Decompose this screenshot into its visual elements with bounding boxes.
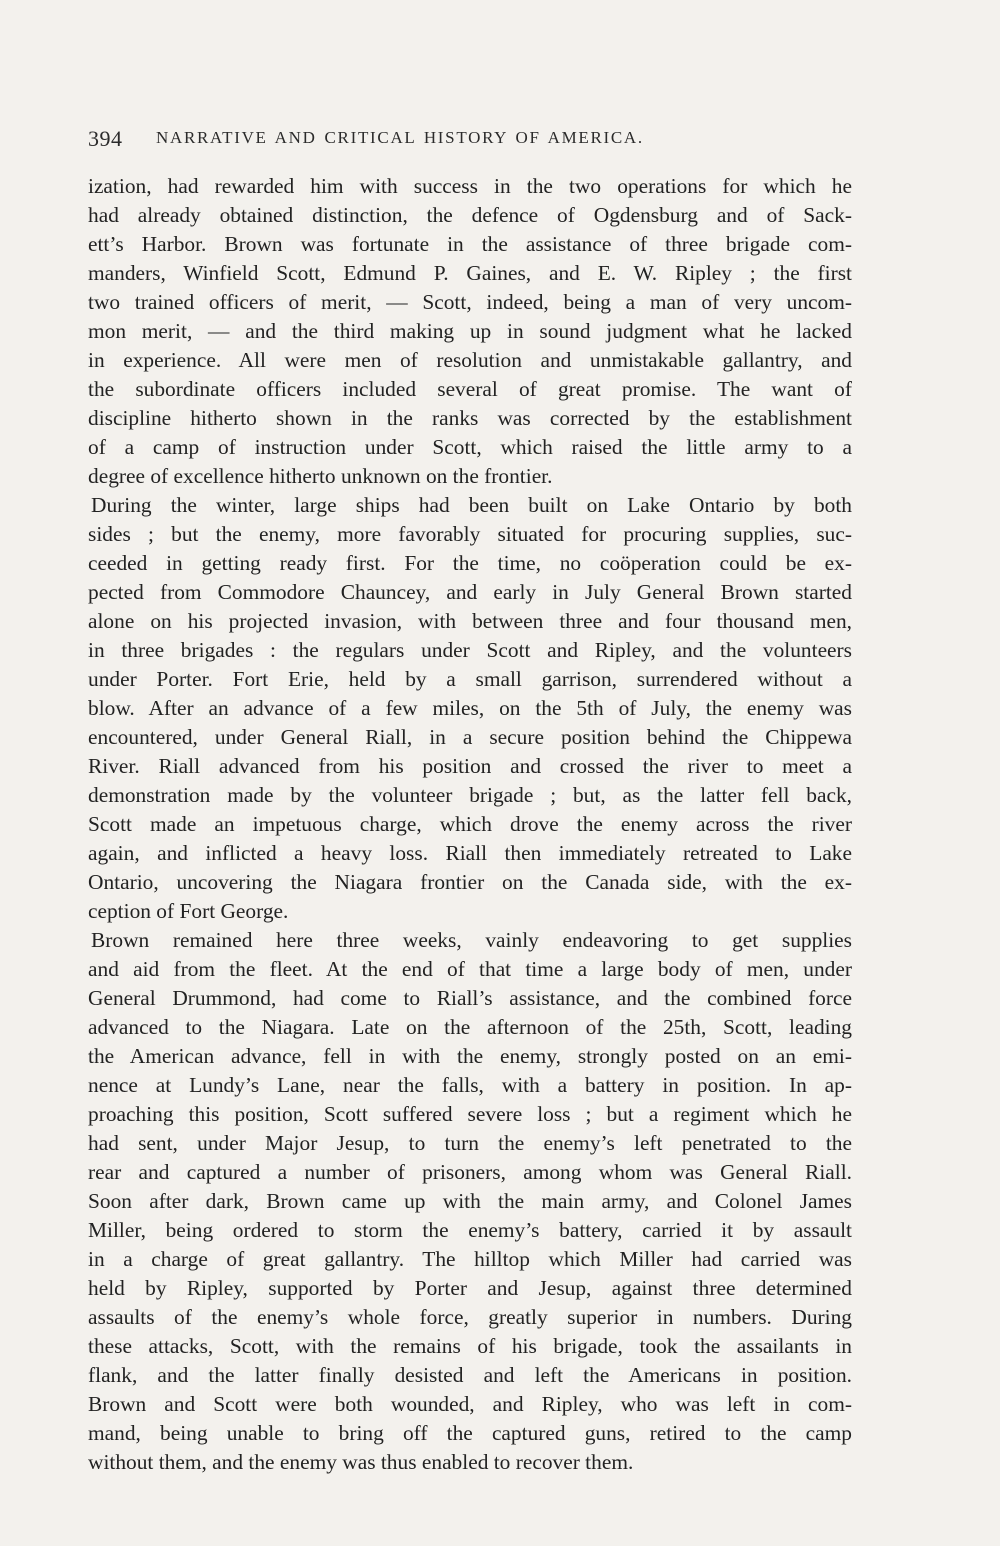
text-line: in a charge of great gallantry. The hilltop which Miller had carried was: [88, 1247, 852, 1271]
text-line: these attacks, Scott, with the remains of his brigade, took the assailants in: [88, 1334, 852, 1358]
text-line: in experience. All were men of resolution and unmistakable gallantry, and: [88, 348, 852, 372]
text-line: had sent, under Major Jesup, to turn the enemy’s left penetrated to the: [88, 1131, 852, 1155]
text-line: had already obtained distinction, the defence of Ogdensburg and of Sack-: [88, 203, 852, 227]
text-line: of a camp of instruction under Scott, which raised the little army to a: [88, 435, 852, 459]
text-line: without them, and the enemy was thus enabled to recover them.: [88, 1450, 634, 1474]
text-line: ization, had rewarded him with success in the two operations for which he: [88, 174, 852, 198]
text-line: River. Riall advanced from his position and crossed the river to meet a: [88, 754, 852, 778]
text-line: the subordinate officers included several of great promise. The want of: [88, 377, 852, 401]
text-line: flank, and the latter finally desisted and left the Americans in position.: [88, 1363, 852, 1387]
text-line: advanced to the Niagara. Late on the afternoon of the 25th, Scott, leading: [88, 1015, 852, 1039]
text-line: mand, being unable to bring off the captured guns, retired to the camp: [88, 1421, 852, 1445]
text-line: manders, Winfield Scott, Edmund P. Gaines, and E. W. Ripley ; the first: [88, 261, 852, 285]
page-number: 394: [88, 126, 123, 151]
text-line: in three brigades : the regulars under Scott and Ripley, and the volunteers: [88, 638, 852, 662]
text-line: blow. After an advance of a few miles, on the 5th of July, the enemy was: [88, 696, 852, 720]
text-line: proaching this position, Scott suffered severe loss ; but a regiment which he: [88, 1102, 852, 1126]
paragraph-1: [88, 172, 852, 491]
text-line: Brown and Scott were both wounded, and Ripley, who was left in com-: [88, 1392, 852, 1416]
text-line: ceeded in getting ready first. For the time, no coöperation could be ex-: [88, 551, 852, 575]
text-line: General Drummond, had come to Riall’s assistance, and the combined force: [88, 986, 852, 1010]
running-head: [88, 126, 878, 156]
text-line: two trained officers of merit, — Scott, indeed, being a man of very uncom-: [88, 290, 852, 314]
text-line: Miller, being ordered to storm the enemy’s battery, carried it by assault: [88, 1218, 852, 1242]
body-text: [88, 172, 852, 1477]
text-line: ett’s Harbor. Brown was fortunate in the assistance of three brigade com-: [88, 232, 852, 256]
text-line: and aid from the fleet. At the end of that time a large body of men, under: [88, 957, 852, 981]
text-line: Ontario, uncovering the Niagara frontier on the Canada side, with the ex-: [88, 870, 852, 894]
text-line: discipline hitherto shown in the ranks was corrected by the establishment: [88, 406, 852, 430]
text-line: nence at Lundy’s Lane, near the falls, with a battery in position. In ap-: [88, 1073, 852, 1097]
text-line: degree of excellence hitherto unknown on the frontier.: [88, 464, 553, 488]
text-line: Scott made an impetuous charge, which drove the enemy across the river: [88, 812, 852, 836]
text-line: demonstration made by the volunteer brigade ; but, as the latter fell back,: [88, 783, 852, 807]
text-line: Soon after dark, Brown came up with the main army, and Colonel James: [88, 1189, 852, 1213]
text-line: again, and inflicted a heavy loss. Riall then immediately retreated to Lake: [88, 841, 852, 865]
text-line: Brown remained here three weeks, vainly endeavoring to get supplies: [91, 928, 852, 952]
text-line: encountered, under General Riall, in a secure position behind the Chippewa: [88, 725, 852, 749]
text-line: under Porter. Fort Erie, held by a small garrison, surrendered without a: [88, 667, 852, 691]
text-line: the American advance, fell in with the enemy, strongly posted on an emi-: [88, 1044, 852, 1068]
text-line: rear and captured a number of prisoners, among whom was General Riall.: [88, 1160, 852, 1184]
text-line: pected from Commodore Chauncey, and early in July General Brown started: [88, 580, 852, 604]
text-line: held by Ripley, supported by Porter and Jesup, against three determined: [88, 1276, 852, 1300]
text-line: During the winter, large ships had been built on Lake Ontario by both: [91, 493, 852, 517]
text-line: ception of Fort George.: [88, 899, 289, 923]
paragraph-3: [88, 926, 852, 1477]
text-line: sides ; but the enemy, more favorably situated for procuring supplies, suc-: [88, 522, 852, 546]
paragraph-2: [88, 491, 852, 926]
text-line: alone on his projected invasion, with between three and four thousand men,: [88, 609, 852, 633]
text-line: mon merit, — and the third making up in sound judgment what he lacked: [88, 319, 852, 343]
running-title: NARRATIVE AND CRITICAL HISTORY OF AMERICA.: [156, 128, 644, 147]
text-line: assaults of the enemy’s whole force, greatly superior in numbers. During: [88, 1305, 852, 1329]
